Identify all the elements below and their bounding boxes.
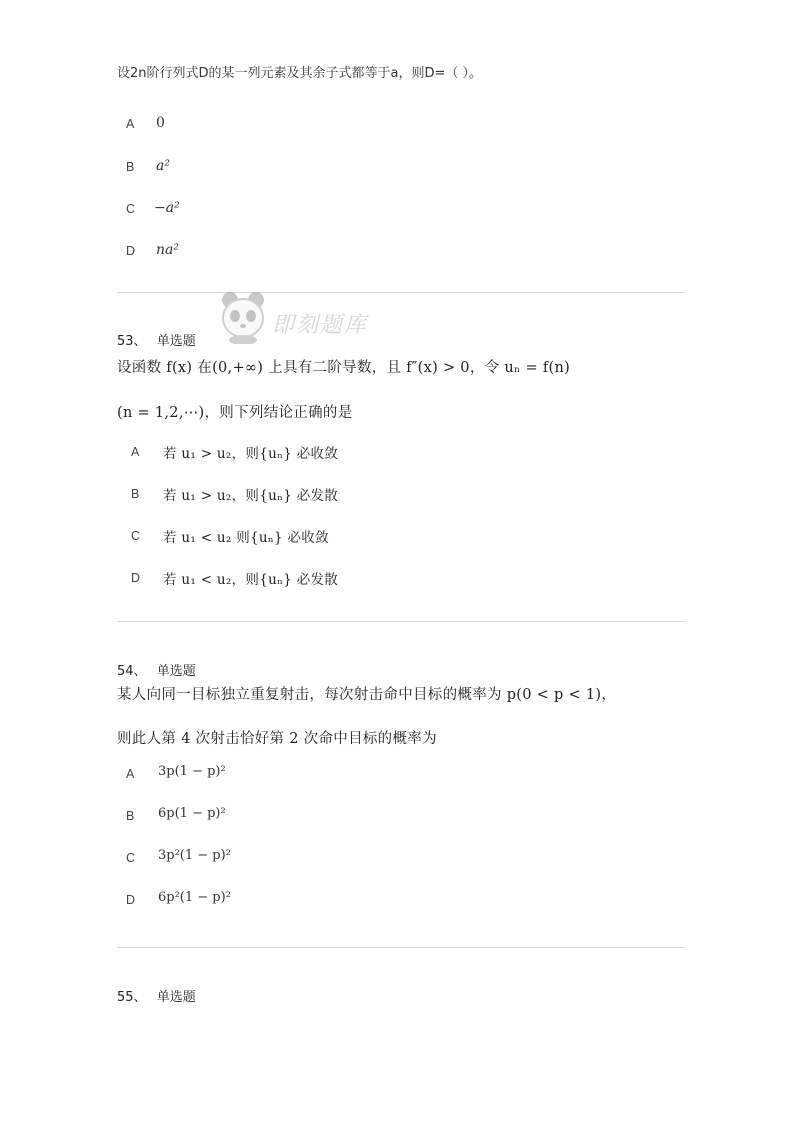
q54-stem-line2: 则此人第 4 次射击恰好第 2 次命中目标的概率为	[117, 731, 437, 747]
q55-type: 单选题	[156, 990, 196, 1005]
q52-option-b-letter[interactable]: B	[126, 160, 135, 174]
q52-stem: 设2n阶行列式D的某一列元素及其余子式都等于a，则D=（ ）。	[117, 66, 483, 81]
q53-type: 单选题	[156, 334, 196, 349]
q53-stem-line2: (n = 1,2,⋯)，则下列结论正确的是	[117, 405, 353, 421]
q53-option-d-letter[interactable]: D	[131, 571, 141, 585]
divider	[117, 947, 685, 948]
q55-header	[117, 986, 196, 1005]
q53-option-c-text[interactable]: 若 u₁ < u₂ 则{uₙ} 必收敛	[163, 530, 329, 546]
divider	[117, 292, 685, 293]
q53-header	[117, 330, 196, 349]
q52-option-a-letter[interactable]: A	[126, 117, 135, 131]
q54-header	[117, 660, 196, 679]
q52-option-d-text[interactable]: na²	[156, 242, 179, 258]
q52-option-c-text[interactable]: −a²	[154, 200, 180, 216]
q54-option-a-letter[interactable]: A	[126, 767, 135, 781]
q53-option-c-letter[interactable]: C	[131, 529, 141, 543]
q52-option-b-text[interactable]: a²	[156, 158, 170, 174]
q54-option-c-text[interactable]: 3p²(1 − p)²	[158, 848, 231, 863]
q54-option-b-text[interactable]: 6p(1 − p)²	[158, 806, 226, 821]
q53-option-a-text[interactable]: 若 u₁ > u₂，则{uₙ} 必收敛	[163, 446, 339, 462]
q55-number: 55、	[117, 990, 147, 1005]
q54-option-b-letter[interactable]: B	[126, 809, 135, 823]
q53-stem-line1: 设函数 f(x) 在(0,+∞) 上具有二阶导数，且 f″(x) > 0，令 uₙ = f(n)	[117, 360, 571, 376]
q53-option-d-text[interactable]: 若 u₁ < u₂，则{uₙ} 必发散	[163, 572, 339, 588]
q54-option-d-text[interactable]: 6p²(1 − p)²	[158, 890, 231, 905]
divider	[117, 621, 685, 622]
panda-icon	[218, 288, 268, 344]
q54-option-c-letter[interactable]: C	[126, 851, 136, 865]
q53-option-b-text[interactable]: 若 u₁ > u₂，则{uₙ} 必发散	[163, 488, 339, 504]
watermark	[218, 288, 378, 352]
q53-number: 53、	[117, 334, 147, 349]
q54-stem-line1: 某人向同一目标独立重复射击，每次射击命中目标的概率为 p(0 < p < 1)，	[117, 687, 617, 703]
q54-type: 单选题	[156, 664, 196, 679]
q54-number: 54、	[117, 664, 147, 679]
q52-option-a-text[interactable]: 0	[156, 115, 165, 131]
watermark-text: 即刻题库	[272, 313, 369, 338]
q52-option-d-letter[interactable]: D	[126, 244, 136, 258]
q54-option-d-letter[interactable]: D	[126, 893, 136, 907]
q52-option-c-letter[interactable]: C	[126, 202, 136, 216]
q53-option-a-letter[interactable]: A	[131, 445, 140, 459]
q54-option-a-text[interactable]: 3p(1 − p)²	[158, 764, 226, 779]
q53-option-b-letter[interactable]: B	[131, 487, 140, 501]
